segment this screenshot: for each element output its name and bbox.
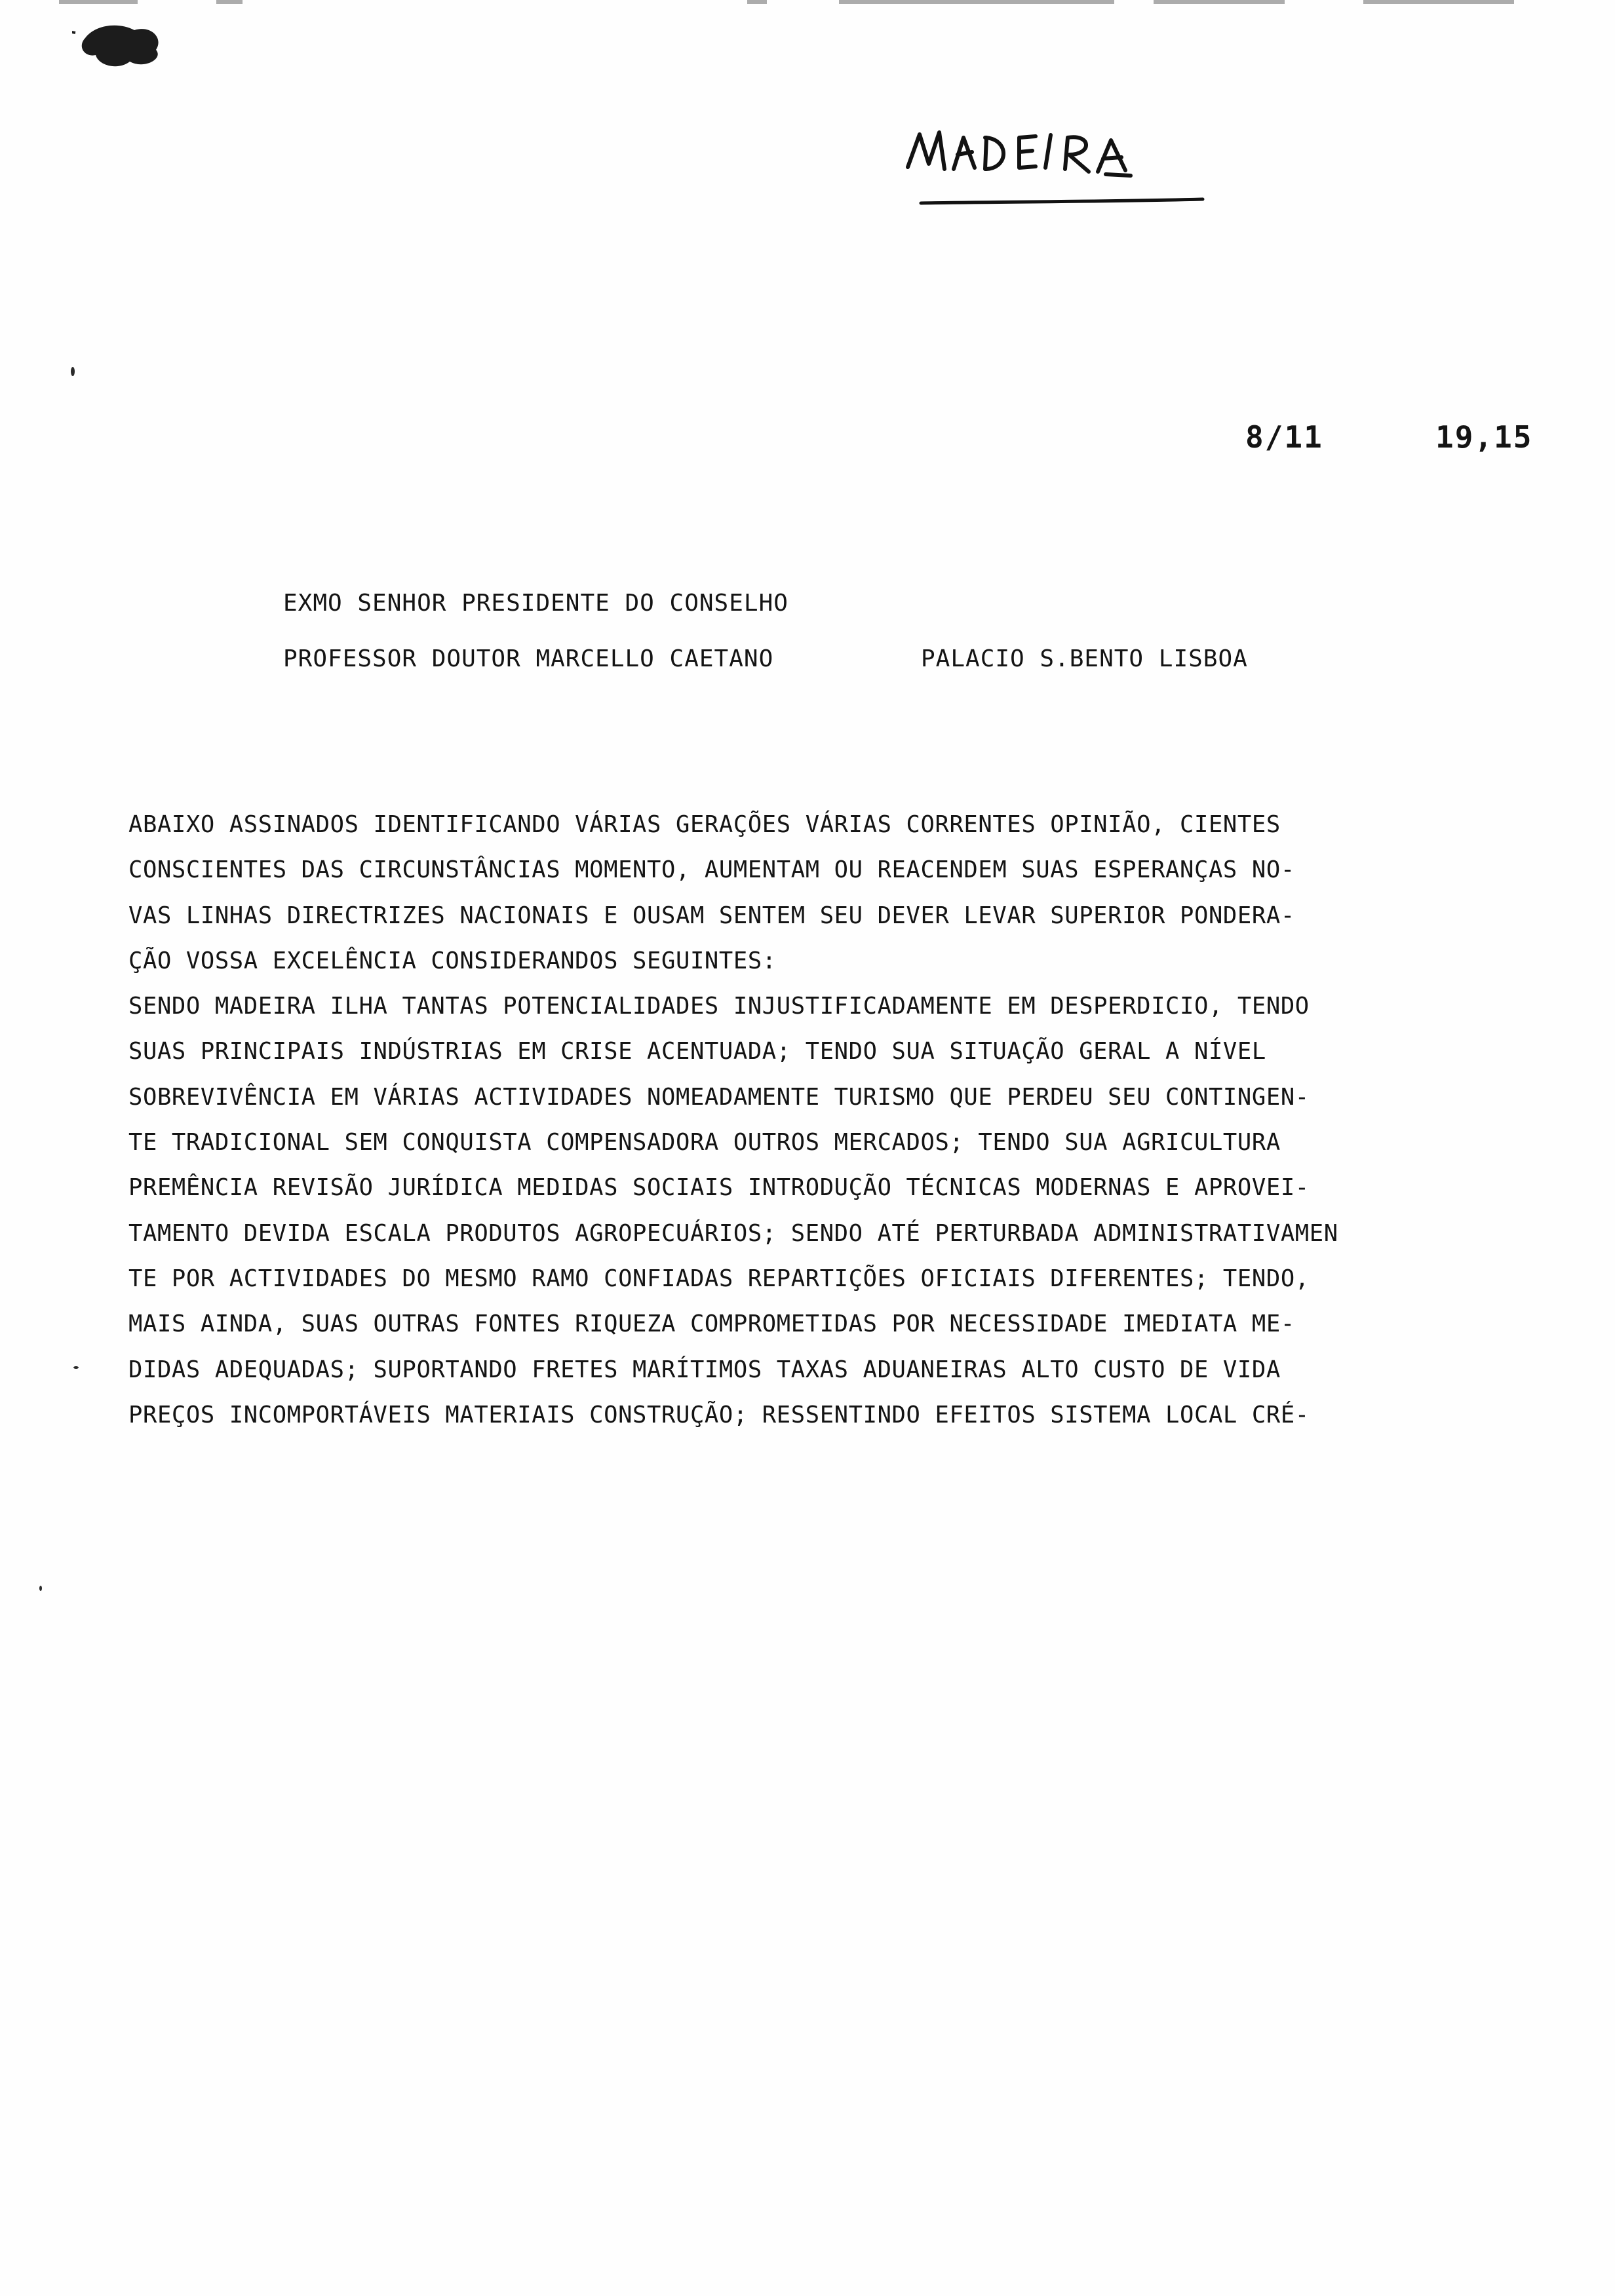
telegram-body	[128, 802, 1479, 1438]
ink-blot-mark	[72, 18, 170, 71]
address-place: PALACIO S.BENTO LISBOA	[921, 645, 1248, 672]
time-text: 19,15	[1435, 419, 1533, 455]
body-line: PREÇOS INCOMPORTÁVEIS MATERIAIS CONSTRUÇÃO; RESSENTINDO EFEITOS SISTEMA LOCAL CRÉ-	[128, 1401, 1310, 1428]
address-block	[283, 575, 1345, 687]
body-line: TE TRADICIONAL SEM CONQUISTA COMPENSADORA OUTROS MERCADOS; TENDO SUA AGRICULTURA	[128, 1129, 1281, 1157]
date-text: 8/11	[1245, 419, 1323, 455]
body-line: DIDAS ADEQUADAS; SUPORTANDO FRETES MARÍTIMOS TAXAS ADUANEIRAS ALTO CUSTO DE VIDA	[128, 1356, 1281, 1383]
address-line-recipient	[283, 575, 1345, 631]
body-line: ÇÃO VOSSA EXCELÊNCIA CONSIDERANDOS SEGUINTES:	[128, 947, 777, 974]
scan-edge-noise	[0, 0, 1615, 9]
margin-speck	[73, 1366, 79, 1369]
address-recipient-name: PROFESSOR DOUTOR MARCELLO CAETANO	[283, 645, 774, 672]
handwritten-title	[901, 111, 1209, 216]
body-line: MAIS AINDA, SUAS OUTRAS FONTES RIQUEZA COMPROMETIDAS POR NECESSIDADE IMEDIATA ME-	[128, 1311, 1295, 1338]
margin-speck	[39, 1586, 42, 1591]
body-line: PREMÊNCIA REVISÃO JURÍDICA MEDIDAS SOCIAIS INTRODUÇÃO TÉCNICAS MODERNAS E APROVEI-	[128, 1174, 1310, 1202]
address-line-name	[283, 631, 1345, 687]
body-line: TE POR ACTIVIDADES DO MESMO RAMO CONFIADAS REPARTIÇÕES OFICIAIS DIFERENTES; TENDO,	[128, 1265, 1310, 1292]
body-line: TAMENTO DEVIDA ESCALA PRODUTOS AGROPECUÁRIOS; SENDO ATÉ PERTURBADA ADMINISTRATIVAMEN	[128, 1219, 1338, 1247]
body-line: VAS LINHAS DIRECTRIZES NACIONAIS E OUSAM SENTEM SEU DEVER LEVAR SUPERIOR PONDERA-	[128, 902, 1295, 929]
handwritten-title-madeira	[901, 111, 1209, 216]
body-line: SENDO MADEIRA ILHA TANTAS POTENCIALIDADES INJUSTIFICADAMENTE EM DESPERDICIO, TENDO	[128, 993, 1310, 1020]
address-recipient-title: EXMO SENHOR PRESIDENTE DO CONSELHO	[283, 590, 788, 617]
body-line: CONSCIENTES DAS CIRCUNSTÂNCIAS MOMENTO, AUMENTAM OU REACENDEM SUAS ESPERANÇAS NO-	[128, 856, 1295, 884]
body-line: SUAS PRINCIPAIS INDÚSTRIAS EM CRISE ACENTUADA; TENDO SUA SITUAÇÃO GERAL A NÍVEL	[128, 1038, 1266, 1065]
body-line: SOBREVIVÊNCIA EM VÁRIAS ACTIVIDADES NOMEADAMENTE TURISMO QUE PERDEU SEU CONTINGEN-	[128, 1083, 1310, 1111]
margin-speck	[71, 367, 75, 376]
body-line: ABAIXO ASSINADOS IDENTIFICANDO VÁRIAS GERAÇÕES VÁRIAS CORRENTES OPINIÃO, CIENTES	[128, 811, 1281, 838]
